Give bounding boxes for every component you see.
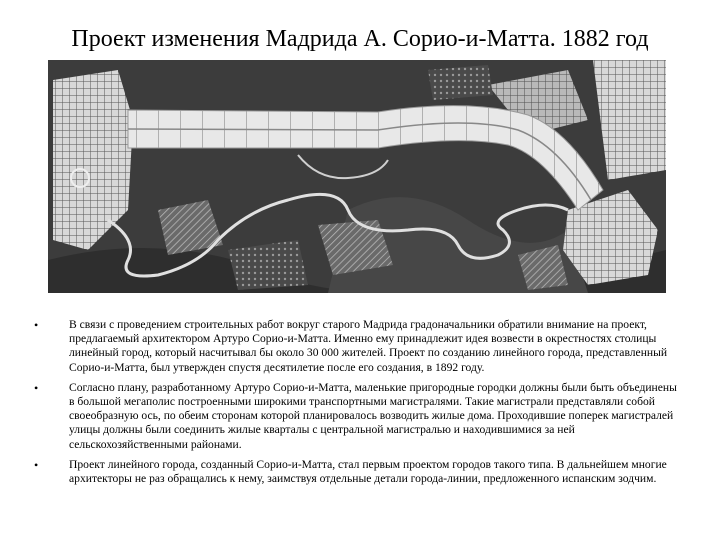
bullet-icon: • — [34, 318, 39, 332]
linear-city-plan-image — [48, 60, 666, 293]
bullet-text: В связи с проведением строительных работ вокруг старого Мадрида градоначальники обратили внимание на проект, предлагаемый архитектором Артуро Сорио-и-Матта. Именно ему принадлежит идея возвести в окрестностях столицы линейный город, который насчитывал бы около 30 000 жителей. Проект по созданию линейного города, представленный Сорио-и-Матта, был утвержден спустя десятилетие после его создания, в 1892 году. — [69, 318, 668, 374]
bullet-icon: • — [34, 457, 39, 472]
bullet-text: Согласно плану, разработанному Артуро Сорио-и-Матта, маленькие пригородные городки должны были быть объединены в большой мегаполис построенными широкими транспортными магистралями. Такие магистрали представляли собой своеобразную ось, по обеим сторонам которой планировалось возводить жилые дома. Проходившие поперек магистралей улицы должны были соединить жилые кварталы с центральной магистралью и находившимися за ней сельскохозяйственными районами. — [69, 380, 677, 451]
bullet-item — [34, 458, 684, 486]
bullet-text: Проект линейного города, созданный Сорио-и-Матта, стал первым проектом городов такого типа. В дальнейшем многие архитекторы не раз обращались к нему, заимствуя отдельные детали города-линии, предложенного испанским зодчим. — [69, 457, 667, 486]
page-title: Проект изменения Мадрида А. Сорио-и-Матта. 1882 год — [71, 26, 649, 52]
bullet-item — [34, 381, 684, 452]
bullet-item — [34, 318, 684, 375]
bullet-icon: • — [34, 380, 39, 395]
bullet-list — [34, 318, 684, 492]
